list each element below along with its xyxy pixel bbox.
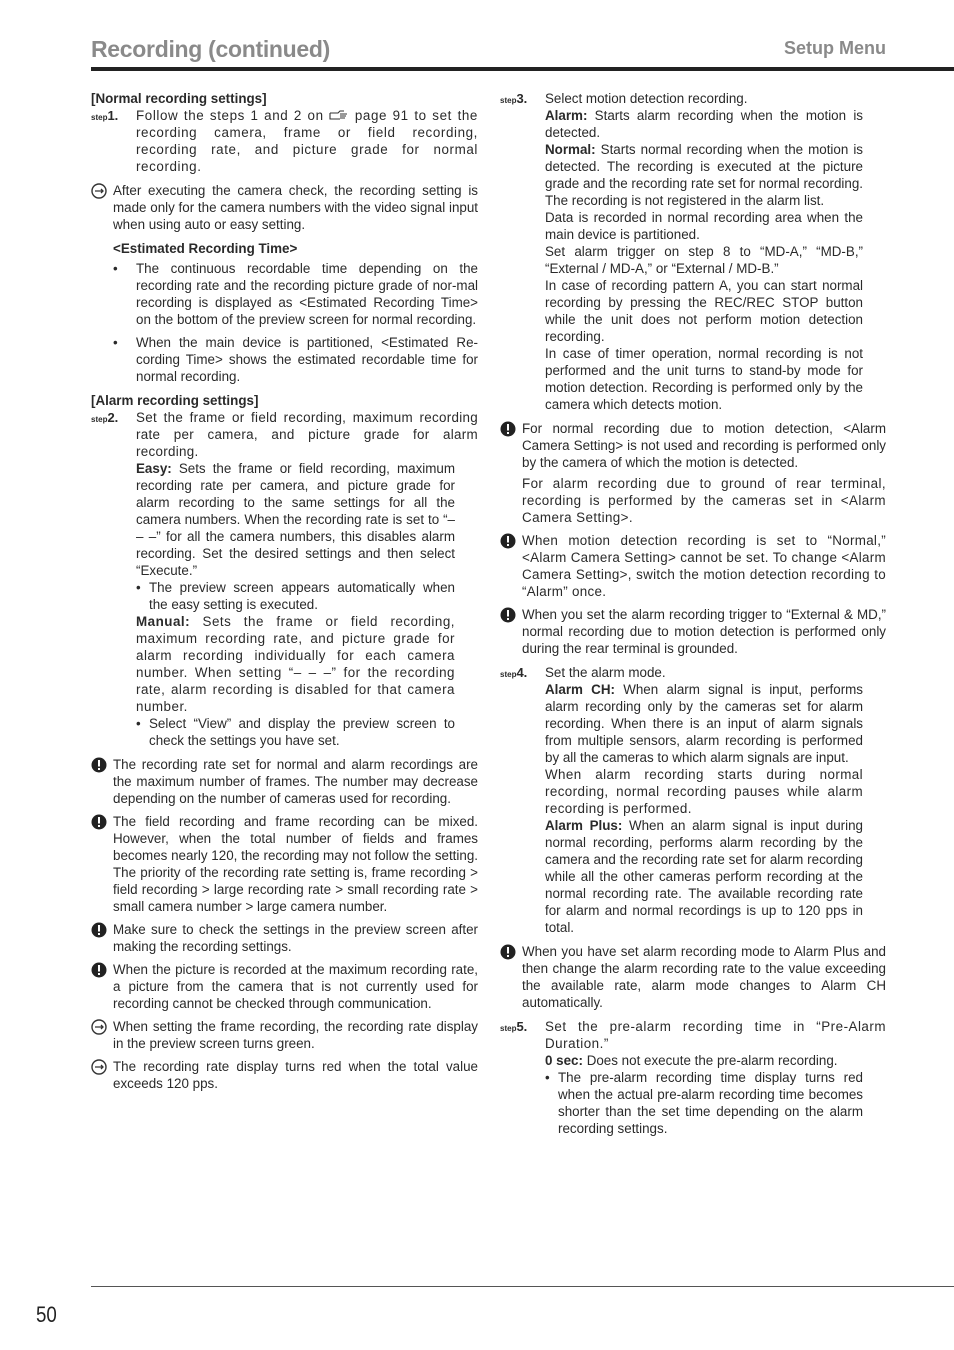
section-title: Setup Menu (784, 38, 886, 58)
exclamation-icon (500, 421, 516, 437)
normal-recording-heading: [Normal recording settings] (91, 91, 267, 106)
alarm-recording-heading: [Alarm recording settings] (91, 393, 259, 408)
alarm-option: Alarm: Starts alarm recording when the motion is detected. (545, 108, 863, 140)
normal-option: Normal: Starts normal recording when the motion is detected. The recording is executed at the picture grade and the recording rate set for normal recording. The recording is not registered in the alarm list. (545, 142, 863, 208)
caution-note: When motion detection recording is set to “Normal,” <Alarm Camera Setting> cannot be set. To change <Alarm Camera Setting>, switch the motion detection recording to “Alarm” once. (500, 532, 886, 600)
page-title: Recording (continued) (91, 36, 331, 62)
caution-note: When you set the alarm recording trigger to “External & MD,” normal recording due to motion detection is performed only during the rear terminal is grounded. (500, 606, 886, 657)
step-2: step2. Set the frame or field recording, maximum recording rate per camera, and picture grade for alarm recording. Easy: Sets the frame or field recording, maximum recording rate per camera, and picture grade for alarm recording to the same settings for all the camera numbers. When the recording rate is set to “– – –” for all the camera numbers, this disables alarm recording. Set the desired settings and then select “Execute.” • The preview screen appears automatically when the easy setting is executed. Manual: Sets the frame or field recording, maximum recording rate, and picture grade for alarm recording individually for each camera number. When setting “– – –” for the recording rate, alarm recording is disabled for that camera number. • Select “View” and display the preview screen to check the settings you have set. (91, 410, 478, 748)
exclamation-icon (91, 962, 107, 978)
manual-description: Manual: Sets the frame or field recording, maximum recording rate, and picture grade for alarm recording individually for each camera number. When setting “– – –” for the recording rate, alarm recording is disabled for that camera number. (136, 614, 455, 714)
info-circle-icon (91, 1059, 107, 1075)
caution-note: The recording rate set for normal and alarm recordings are the maximum number of frames. The number may decrease depending on the number of cameras used for recording. (91, 756, 478, 807)
page-number: 50 (36, 1302, 57, 1327)
exclamation-icon (91, 814, 107, 830)
caution-note: When the picture is recorded at the maximum recording rate, a picture from the camera that is not currently used for recording cannot be checked through communication. (91, 961, 478, 1012)
list-item: • When the main device is partitioned, <Estimated Re-cording Time> shows the estimated recordable time for normal recording. (113, 335, 478, 384)
exclamation-icon (500, 944, 516, 960)
zero-sec-option: 0 sec: Does not execute the pre-alarm recording. (545, 1053, 838, 1068)
step-label: step4. (500, 665, 528, 680)
list-item: • The pre-alarm recording time display turns red when the actual pre-alarm recording time becomes shorter than the set time depending on the alarm recording settings. (545, 1070, 863, 1136)
estimated-recording-time-section (91, 240, 478, 385)
info-circle-icon (91, 183, 107, 199)
step-3: step3. Select motion detection recording. Alarm: Starts alarm recording when the motion is detected. Normal: Starts normal recording when the motion is detected. The recording is executed at the picture grade and the recording rate set for normal recording. The recording is not registered in the alarm list. Data is recorded in normal recording area when the main device is partitioned. Set alarm trigger on step 8 to “MD-A,” “MD-B,” “External / MD-A,” or “External / MD-B.” In case of recording pattern A, you can start normal recording by pressing the REC/REC STOP button while the unit does not perform motion detection recording. In case of timer operation, normal recording is not performed and the unit turns to stand-by mode for motion detection. Recording is performed only by the camera which detects motion. (500, 91, 863, 412)
list-item: • The preview screen appears automatically when the easy setting is executed. (136, 580, 455, 612)
step-label: step2. (91, 410, 119, 425)
list-item: • The continuous recordable time depending on the recording rate and the recording picture grade of nor-mal recording is displayed as <Estimated Recording Time> on the bottom of the preview screen for normal recording. (113, 261, 478, 327)
exclamation-icon (500, 533, 516, 549)
step-5: step5. Set the pre-alarm recording time in “Pre-Alarm Duration.” 0 sec: Does not execute the pre-alarm recording. • The pre-alarm recording time display turns red when the actual pre-alarm recording time becomes shorter than the set time depending on the alarm recording settings. (500, 1019, 886, 1136)
left-column (91, 90, 478, 1092)
exclamation-icon (91, 757, 107, 773)
header-rule (91, 67, 954, 71)
caution-note: When you have set alarm recording mode to Alarm Plus and then change the alarm recording rate to the value exceeding the available rate, alarm mode changes to Alarm CH automatically. (500, 943, 886, 1011)
info-note: When setting the frame recording, the recording rate display in the preview screen turns green. (91, 1018, 478, 1052)
caution-note: For normal recording due to motion detection, <Alarm Camera Setting> is not used and recording is performed only by the camera of which the motion is detected. For alarm recording due to ground of rear terminal, recording is performed by the cameras set in <Alarm Camera Setting>. (500, 420, 886, 526)
info-circle-icon (91, 1019, 107, 1035)
step-1 (91, 107, 478, 175)
caution-note: Make sure to check the settings in the preview screen after making the recording settings. (91, 921, 478, 955)
estimated-recording-time-heading: <Estimated Recording Time> (113, 241, 298, 256)
easy-description: Easy: Sets the frame or field recording, maximum recording rate per camera, and picture grade for alarm recording to the same settings for all the camera numbers. When the recording rate is set to “– – –” for all the camera numbers, this disables alarm recording. Set the desired settings and then select “Execute.” (136, 461, 455, 578)
info-note: After executing the camera check, the recording setting is made only for the camera numbers with the video signal input when using auto or easy setting. (91, 182, 478, 233)
step-4: step4. Set the alarm mode. Alarm CH: When alarm signal is input, performs alarm recording only by the cameras set for alarm recording. When there is an input of alarm signals from multiple sensors, alarm recording is performed by all the cameras to which alarm signals are input. When alarm recording starts during normal recording, normal recording pauses while alarm recording is performed. Alarm Plus: When an alarm signal is input during normal recording, performs alarm recording by the camera and the recording rate set for alarm recording while all the other cameras perform recording at the normal recording rate. The available recording rate for alarm and normal recordings is up to 120 pps in total. (500, 665, 864, 935)
exclamation-icon (91, 922, 107, 938)
step-label: step5. (500, 1019, 528, 1034)
info-note: The recording rate display turns red when the total value exceeds 120 pps. (91, 1058, 478, 1092)
footer-rule (91, 1286, 954, 1287)
step-1-text: Follow the steps 1 and 2 on page 91 to set the recording camera, frame or field recording, recording rate, and picture grade for normal recording. (136, 108, 478, 174)
pointing-hand-icon (329, 109, 349, 121)
caution-note: The field recording and frame recording can be mixed. However, when the total number of fields and frames becomes nearly 120, the recording may not follow the setting. The priority of the recording rate setting is, frame recording > field recording > large recording rate > small recording rate > small camera number > large camera number. (91, 813, 478, 915)
alarm-ch-option: Alarm CH: When alarm signal is input, performs alarm recording only by the cameras set for alarm recording. When there is an input of alarm signals from multiple sensors, alarm recording is performed by all the cameras to which alarm signals are input. (545, 682, 864, 765)
exclamation-icon (500, 607, 516, 623)
right-column (500, 90, 886, 1137)
alarm-plus-option: Alarm Plus: When an alarm signal is input during normal recording, performs alarm recording by the camera and the recording rate set for alarm recording while all the other cameras perform recording at the normal recording rate. The available recording rate for alarm and normal recordings is up to 120 pps in total. (545, 818, 863, 935)
step-label: step3. (500, 91, 528, 106)
step-label: step1. (91, 108, 119, 123)
list-item: • Select “View” and display the preview screen to check the settings you have set. (136, 716, 455, 748)
